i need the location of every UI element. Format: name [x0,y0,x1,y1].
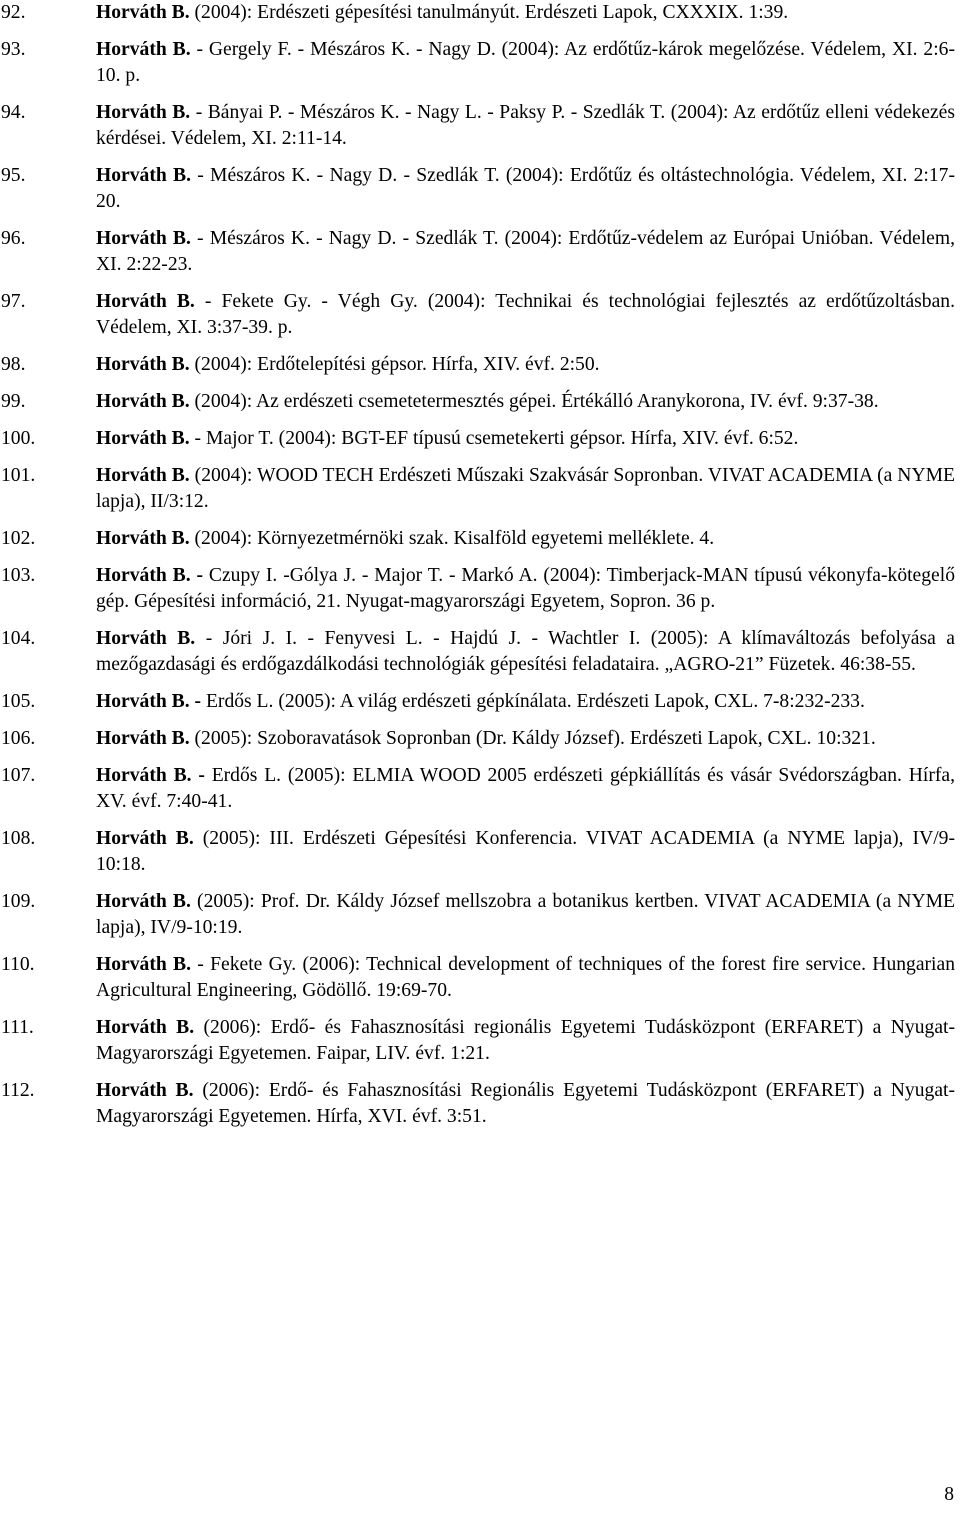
reference-text [96,628,955,675]
reference-author: Horváth B. [96,465,190,486]
reference-details: (2004): WOOD TECH Erdészeti Műszaki Szakvásár Sopronban. VIVAT ACADEMIA (a NYME lapja), II/3:12. [96,465,955,512]
reference-entry [1,763,955,815]
reference-entry [1,226,955,278]
reference-number: 100. [1,428,36,449]
reference-details: (2006): Erdő- és Fahasznosítási Regionális Egyetemi Tudásközpont (ERFARET) a Nyugat-Magyarországi Egyetemen. Hírfa, XVI. évf. 3:51. [96,1080,955,1127]
reference-text [96,728,876,749]
reference-details: - Mészáros K. - Nagy D. - Szedlák T. (2004): Erdőtűz és oltástechnológia. Védelem, XI. 2:17-20. [96,165,955,212]
reference-author: Horváth B. [96,102,191,123]
reference-entry [1,889,955,941]
reference-number: 101. [1,465,36,486]
reference-details: (2006): Erdő- és Fahasznosítási regionális Egyetemi Tudásközpont (ERFARET) a Nyugat-Magyarországi Egyetemen. Faipar, LIV. évf. 1:21. [96,1017,955,1064]
reference-author: Horváth B. [96,728,190,749]
reference-text [96,39,955,86]
reference-details: Czupy I. -Gólya J. - Major T. - Markó A. (2004): Timberjack-MAN típusú vékonyfa-kötegelő gép. Gépesítési információ, 21. Nyugat-magyarországi Egyetem, Sopron. 36 p. [96,565,955,612]
reference-entry [1,289,955,341]
reference-author: Horváth B. [96,354,190,375]
reference-author: Horváth B. [96,2,190,23]
reference-entry [1,0,955,26]
reference-author: Horváth B. - [96,691,202,712]
reference-entry [1,426,955,452]
reference-author: Horváth B. [96,1080,194,1101]
reference-text [96,165,955,212]
reference-author: Horváth B. - [96,565,203,586]
reference-text [96,465,955,512]
reference-author: Horváth B. [96,291,195,312]
reference-author: Horváth B. [96,165,191,186]
reference-number: 94. [1,102,26,123]
reference-number: 104. [1,628,36,649]
reference-text [96,1017,955,1064]
reference-number: 102. [1,528,36,549]
reference-entry [1,37,955,89]
reference-author: Horváth B. [96,828,194,849]
reference-author: Horváth B. [96,628,196,649]
reference-text [96,691,865,712]
reference-details: - Major T. (2004): BGT-EF típusú csemetekerti gépsor. Hírfa, XIV. évf. 6:52. [189,428,799,449]
reference-entry [1,726,955,752]
reference-text [96,765,955,812]
reference-number: 103. [1,565,36,586]
reference-entry [1,1078,955,1130]
reference-author: Horváth B. [96,228,191,249]
reference-number: 97. [1,291,26,312]
reference-number: 99. [1,391,26,412]
reference-details: (2005): Szoboravatások Sopronban (Dr. Káldy József). Erdészeti Lapok, CXL. 10:321. [189,728,876,749]
reference-author: Horváth B. - [96,765,205,786]
reference-entry [1,689,955,715]
reference-list [1,0,955,1141]
reference-text [96,102,955,149]
reference-number: 111. [1,1017,34,1038]
reference-text [96,528,714,549]
reference-details: - Mészáros K. - Nagy D. - Szedlák T. (2004): Erdőtűz-védelem az Európai Unióban. Védelem, XI. 2:22-23. [96,228,955,275]
reference-author: Horváth B. [96,1017,195,1038]
reference-author: Horváth B. [96,391,190,412]
reference-number: 92. [1,2,26,23]
reference-entry [1,163,955,215]
reference-details: Erdős L. (2005): A világ erdészeti gépkínálata. Erdészeti Lapok, CXL. 7-8:232-233. [201,691,865,712]
reference-number: 98. [1,354,26,375]
reference-details: - Fekete Gy. (2006): Technical development of techniques of the forest fire service. Hungarian Agricultural Engineering, Gödöllő. 19:69-70. [96,954,955,1001]
reference-author: Horváth B. [96,954,192,975]
reference-number: 105. [1,691,36,712]
reference-details: (2005): Prof. Dr. Káldy József mellszobra a botanikus kertben. VIVAT ACADEMIA (a NYME lapja), IV/9-10:19. [96,891,956,938]
reference-entry [1,952,955,1004]
reference-number: 96. [1,228,26,249]
reference-text [96,354,600,375]
reference-details: - Gergely F. - Mészáros K. - Nagy D. (2004): Az erdőtűz-károk megelőzése. Védelem, XI. 2:6-10. p. [96,39,955,86]
reference-number: 93. [1,39,26,60]
reference-entry [1,463,955,515]
reference-author: Horváth B. [96,891,191,912]
reference-number: 112. [1,1080,35,1101]
page-number: 8 [944,1484,954,1505]
reference-text [96,565,955,612]
reference-entry [1,100,955,152]
reference-text [96,428,798,449]
reference-details: - Jóri J. I. - Fenyvesi L. - Hajdú J. - Wachtler I. (2005): A klímaváltozás befolyása a mezőgazdasági és erdőgazdálkodási technológiák gépesítési feladataira. „AGRO-21” Füzetek. 46:38-55. [96,628,956,675]
reference-author: Horváth B. [96,528,190,549]
reference-entry [1,352,955,378]
reference-text [96,891,955,938]
reference-entry [1,389,955,415]
reference-text [96,291,955,338]
reference-author: Horváth B. [96,428,190,449]
reference-text [96,1080,955,1127]
reference-author: Horváth B. [96,39,191,60]
reference-number: 109. [1,891,36,912]
reference-details: - Bányai P. - Mészáros K. - Nagy L. - Paksy P. - Szedlák T. (2004): Az erdőtűz elleni védekezés kérdései. Védelem, XI. 2:11-14. [96,102,955,149]
reference-details: Erdős L. (2005): ELMIA WOOD 2005 erdészeti gépkiállítás és vásár Svédországban. Hírfa, XV. évf. 7:40-41. [96,765,955,812]
reference-text [96,391,879,412]
reference-number: 106. [1,728,36,749]
reference-details: (2004): Az erdészeti csemetetermesztés gépei. Értékálló Aranykorona, IV. évf. 9:37-38. [189,391,879,412]
reference-details: (2004): Erdőtelepítési gépsor. Hírfa, XIV. évf. 2:50. [189,354,600,375]
reference-text [96,228,955,275]
reference-number: 110. [1,954,35,975]
reference-text [96,2,788,23]
reference-number: 107. [1,765,36,786]
reference-details: (2004): Környezetmérnöki szak. Kisalföld egyetemi melléklete. 4. [189,528,715,549]
reference-text [96,954,955,1001]
reference-number: 108. [1,828,36,849]
reference-number: 95. [1,165,26,186]
reference-text [96,828,955,875]
reference-entry [1,826,955,878]
reference-entry [1,1015,955,1067]
reference-entry [1,563,955,615]
reference-entry [1,626,955,678]
reference-details: (2004): Erdészeti gépesítési tanulmányút. Erdészeti Lapok, CXXXIX. 1:39. [189,2,789,23]
reference-entry [1,526,955,552]
reference-details: (2005): III. Erdészeti Gépesítési Konferencia. VIVAT ACADEMIA (a NYME lapja), IV/9-10:18. [96,828,955,875]
reference-details: - Fekete Gy. - Végh Gy. (2004): Technikai és technológiai fejlesztés az erdőtűzoltásban. Védelem, XI. 3:37-39. p. [96,291,955,338]
